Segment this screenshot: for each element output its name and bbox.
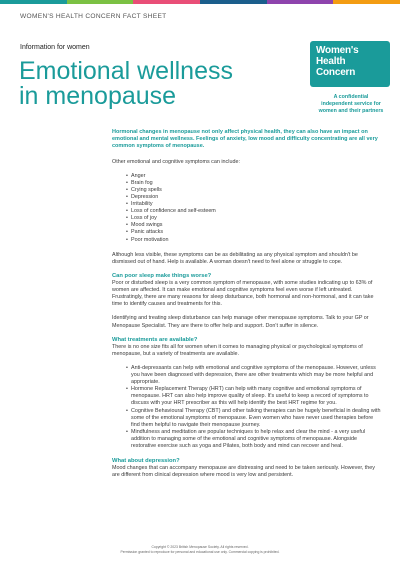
audience-label: Information for women [20,44,90,51]
footer-line: Copyright © 2023 British Menopause Society. All rights reserved. [151,545,249,549]
top-bar-segment [67,0,134,4]
fact-sheet-label: WOMEN'S HEALTH CONCERN FACT SHEET [20,13,167,20]
sleep-heading: Can poor sleep make things worse? [112,272,212,279]
tagline-line: A confidential [333,94,369,100]
sleep-paragraph: Poor or disturbed sleep is a very common symptom of menopause, with some studies indicating up to 63% of women are affected. It can make emotional and cognitive symptoms feel even worse if left untreated. Frustratingly, there are many reasons for sleep disturbance, both hormonal and non-hormonal, and it can take time to identify causes and treatments for this. [112,280,374,308]
logo-line: Health [316,56,346,67]
top-bar-segment [333,0,400,4]
top-bar-segment [133,0,200,4]
main-content [112,129,382,487]
womens-health-concern-logo [310,41,390,87]
list-item: • Panic attacks [126,229,382,236]
treatments-intro: There is no one size fits all for women when it comes to managing physical or psychological symptoms of menopause, but a variety of treatments are available. [112,343,363,357]
list-item: • Mood swings [126,222,382,229]
tagline-line: independent service for [321,101,381,107]
list-item: • Hormone Replacement Therapy (HRT) can help with many cognitive and emotional symptoms of menopause. HRT can also help improve quality of sleep. It's useful to keep a record of symptoms to discuss with your HRT prescriber as this will help identify the best HRT regime for you. [126,386,382,407]
after-list-paragraph: Although less visible, these symptoms can be as debilitating as any physical symptom and shouldn't be dismissed out of hand. Help is available. A woman doesn't need to feel alone or struggle to cope. [112,251,358,265]
top-color-bar [0,0,400,4]
treatment-list [112,365,382,450]
lead-paragraph: Hormonal changes in menopause not only affect physical health, they can also have an impact on emotional and mental wellness. Feelings of anxiety, low mood and difficulty concentrating are all very common symptoms of menopause. [112,129,378,150]
logo-line: Concern [316,67,356,78]
treatments-heading: What treatments are available? [112,336,198,343]
symptoms-intro: Other emotional and cognitive symptoms can include: [112,158,240,165]
logo-tagline [310,94,392,115]
list-item: • Loss of joy [126,215,382,222]
list-item: • Anti-depressants can help with emotional and cognitive symptoms of the menopause. However, unless you have been diagnosed with depression, there are other treatments which may be more helpful and appropriate. [126,365,382,386]
symptom-list [112,173,382,244]
list-item: • Mindfulness and meditation are popular techniques to help relax and clear the mind - a very useful addition to managing some of the emotional and cognitive symptoms of menopause. Alongside restorative exercise such as yoga and Pilates, both body and mind can recover and heal. [126,429,382,450]
list-item: • Depression [126,194,382,201]
page-title [19,59,233,109]
copyright-footer [0,545,400,555]
list-item: • Poor motivation [126,237,382,244]
list-item: • Brain fog [126,180,382,187]
list-item: • Crying spells [126,187,382,194]
top-bar-segment [0,0,67,4]
sleep-paragraph: Identifying and treating sleep disturbance can help manage other menopause symptoms. Talk to your GP or Menopause Specialist. They are there to offer help and support. Don't suffer in silence. [112,315,369,329]
list-item: • Anger [126,173,382,180]
depression-heading: What about depression? [112,458,180,465]
title-line: Emotional wellness [19,57,233,85]
list-item: • Cognitive Behavioural Therapy (CBT) and other talking therapies can be hugely beneficial in dealing with some of the emotional symptoms of menopause. Even women who have never used therapies before find them helpful to navigate their menopause journey. [126,408,382,429]
list-item: • Loss of confidence and self-esteem [126,208,382,215]
tagline-line: women and their partners [318,108,384,114]
depression-paragraph: Mood changes that can accompany menopause are distressing and need to be taken seriously. However, they are different from clinical depression where mood is very low and persistent. [112,465,376,479]
footer-line: Permission granted to reproduce for personal and educational use only. Commercial copying is prohibited. [120,549,280,554]
top-bar-segment [267,0,334,4]
logo-line: Women's [316,45,359,56]
list-item: • Irritability [126,201,382,208]
top-bar-segment [200,0,267,4]
title-line: in menopause [19,82,177,110]
